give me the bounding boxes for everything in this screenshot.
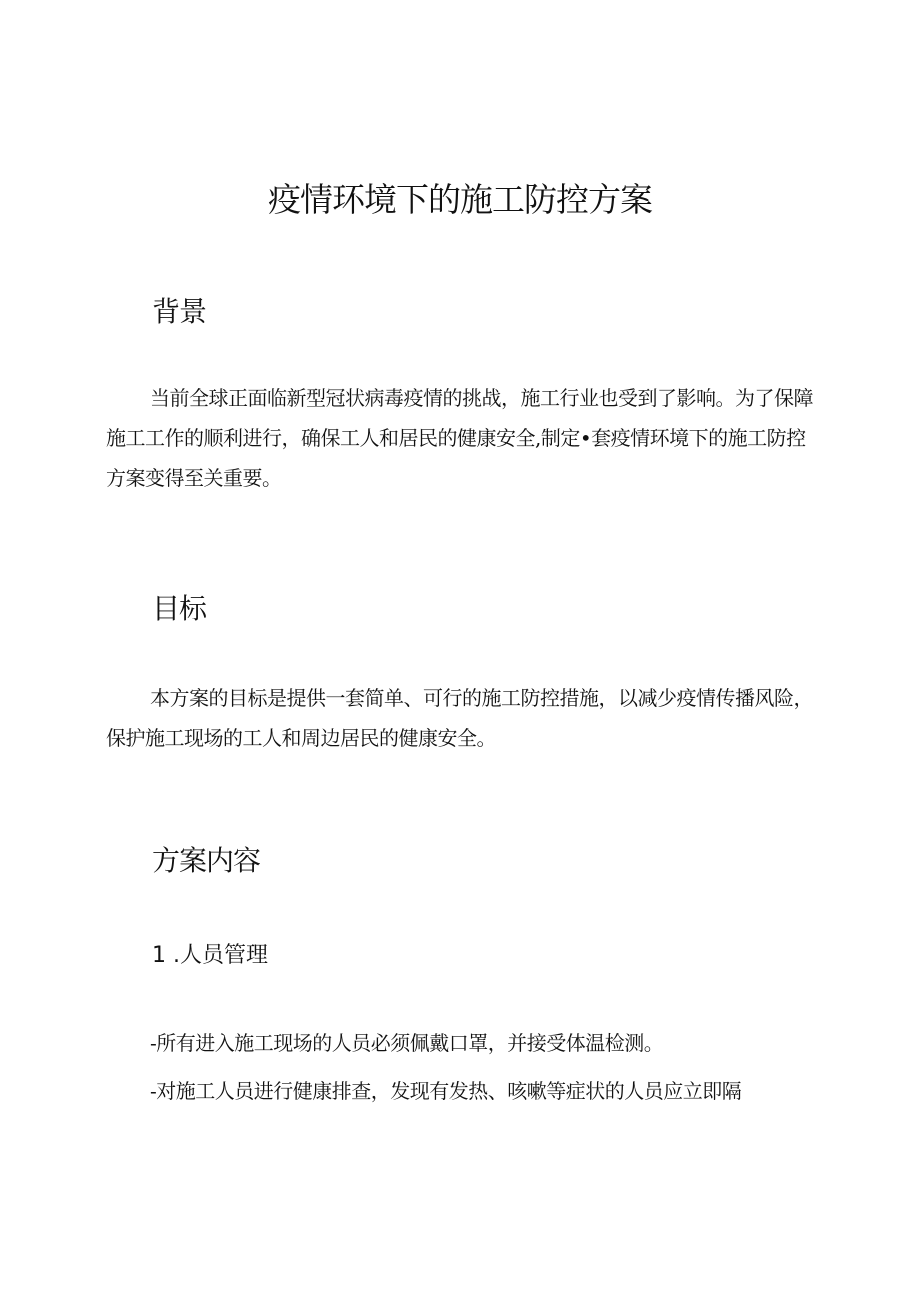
subsection-heading-personnel: 1 .人员管理 (152, 943, 268, 968)
background-paragraph: 当前全球正面临新型冠状病毒疫情的挑战，施工行业也受到了影响。为了保障施工工作的顺利进行，确保工人和居民的健康安全,制定•套疫情环境下的施工防控方案变得至关重要。 (106, 386, 813, 490)
section-heading-background: 背景 (152, 295, 207, 328)
section-heading-plan-content: 方案内容 (152, 844, 261, 877)
list-item: -对施工人员进行健康排查，发现有发热、咳嗽等症状的人员应立即隔 (150, 1079, 742, 1103)
document-title: 疫情环境下的施工防控方案 (268, 180, 652, 219)
list-item: -所有进入施工现场的人员必须佩戴口罩，并接受体温检测。 (150, 1031, 664, 1055)
section-heading-goal: 目标 (152, 592, 207, 625)
goal-paragraph: 本方案的目标是提供一套简单、可行的施工防控措施，以减少疫情传播风险，保护施工现场的工人和周边居民的健康安全。 (106, 686, 813, 750)
